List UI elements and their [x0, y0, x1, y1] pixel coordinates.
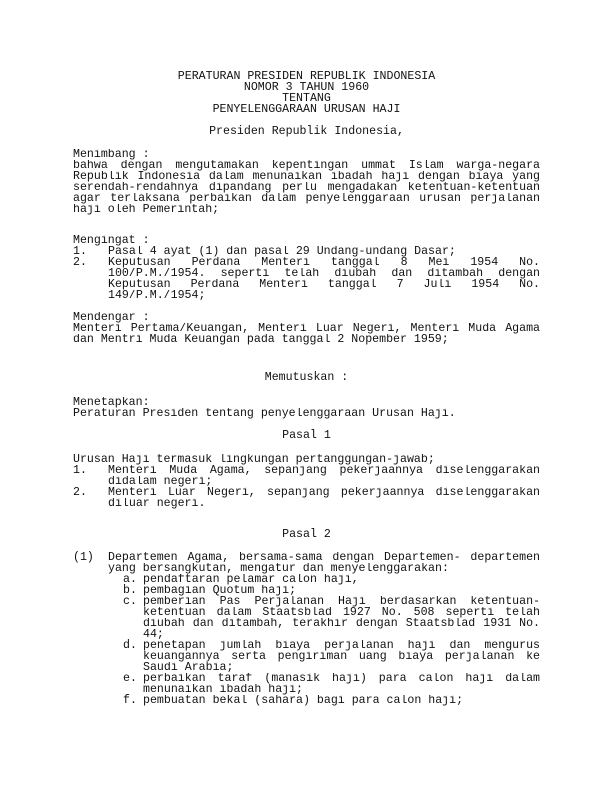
line-text: Peraturan Presiden tentang penyelenggaraan Urusan Haji.: [73, 408, 456, 419]
text-line: [73, 182, 540, 193]
list-item: [73, 487, 540, 498]
line-text: diubah dan ditambah, terakhir dengan Staatsblad 1931 No.: [143, 618, 540, 629]
text-line: [73, 149, 540, 160]
line-text: 44;: [143, 629, 164, 640]
line-text: ketentuan dalam Staatsblad 1927 No. 508 seperti telah: [143, 607, 540, 618]
title-line: NOMOR 3 TAHUN 1960: [243, 81, 370, 94]
line-text: Pasal 4 ayat (1) dan pasal 29 Undang-undang Dasar;: [108, 246, 456, 257]
line-text: pemberian Pas Perjalanan Haji berdasarkan ketentuan-: [143, 596, 540, 607]
section-memutuskan: [73, 372, 540, 383]
text-line: [73, 651, 540, 662]
text-line: [73, 408, 540, 419]
line-text: Mendengar :: [73, 312, 150, 323]
text-line: [73, 235, 540, 246]
line-text: haji oleh Pemerintah;: [73, 204, 220, 215]
text-line: Pasal 2: [282, 528, 331, 541]
text-line: [73, 476, 540, 487]
line-text: Urusan Haji termasuk lingkungan pertanggungan-jawab;: [73, 454, 435, 465]
section-pasal-2: [73, 552, 540, 706]
line-text: Republik Indonesia dalam menunaikan ibadah haji dengan biaya yang: [73, 171, 540, 182]
line-text: pendaftaran pelamar calon haji,: [143, 574, 359, 585]
section-menimbang: [73, 149, 540, 215]
text-line: [73, 498, 540, 509]
line-text: perbaikan taraf (manasik haji) para calon haji dalam: [143, 673, 540, 684]
line-text: Menteri Muda Agama, sepanjang pekerjaannya diselenggarakan: [108, 465, 540, 476]
list-marker: a.: [123, 573, 137, 586]
list-marker: 2.: [73, 256, 87, 269]
line-text: Departemen Agama, bersama-sama dengan Departemen- departemen: [108, 552, 540, 563]
line-text: didalam negeri;: [108, 476, 213, 487]
text-line: [73, 334, 540, 345]
section-presiden: [73, 126, 540, 137]
list-item: [73, 552, 540, 563]
list-item: [73, 695, 540, 706]
list-marker: (1): [73, 551, 94, 564]
line-text: pembagian Quotum haji;: [143, 585, 297, 596]
text-line: [73, 662, 540, 673]
text-line: [73, 171, 540, 182]
line-text: Saudi Arabia;: [143, 662, 234, 673]
line-text: keuangannya serta pengiriman uang biaya perjalanan ke: [143, 651, 540, 662]
list-item: [73, 465, 540, 476]
list-marker: b.: [123, 584, 137, 597]
text-line: [73, 290, 540, 301]
list-item: [73, 246, 540, 257]
text-line: Pasal 1: [282, 429, 331, 442]
section-menetapkan: [73, 397, 540, 419]
title-line: PENYELENGGARAAN URUSAN HAJI: [212, 103, 401, 116]
list-marker: 1.: [73, 245, 87, 258]
line-text: pembuatan bekal (sahara) bagi para calon haji;: [143, 695, 464, 706]
line-text: diluar negeri.: [108, 498, 206, 509]
list-marker: 2.: [73, 486, 87, 499]
list-marker: d.: [123, 639, 137, 652]
text-line: [73, 454, 540, 465]
text-line: [73, 160, 540, 171]
line-text: Keputusan Perdana Menteri tanggal 7 Juli 1954 No.: [108, 279, 540, 290]
line-text: menunaikan ibadah haji;: [143, 684, 304, 695]
text-line: [73, 323, 540, 334]
line-text: yang bersangkutan, mengatur dan menyelenggarakan:: [108, 563, 449, 574]
line-text: bahwa dengan mengutamakan kepentingan ummat Islam warga-negara: [73, 160, 540, 171]
list-item: [73, 585, 540, 596]
text-line: [73, 563, 540, 574]
list-item: [73, 673, 540, 684]
text-line: [73, 204, 540, 215]
line-text: dan Mentri Muda Keuangan pada tanggal 2 Nopember 1959;: [73, 334, 449, 345]
text-line: [73, 629, 540, 640]
section-mengingat: [73, 235, 540, 301]
section-pasal-1-heading: [73, 430, 540, 441]
document-title: [73, 71, 540, 115]
title-line: PERATURAN PRESIDEN REPUBLIK INDONESIA: [177, 70, 436, 83]
text-line: Presiden Republik Indonesia,: [209, 125, 404, 138]
section-pasal-1: [73, 454, 540, 509]
line-text: Menteri Pertama/Keuangan, Menteri Luar Negeri, Menteri Muda Agama: [73, 323, 540, 334]
text-line: [73, 618, 540, 629]
text-line: [73, 312, 540, 323]
title-line: TENTANG: [282, 92, 331, 105]
list-item: [73, 640, 540, 651]
line-text: 100/P.M./1954. seperti telah diubah dan ditambah dengan: [108, 268, 540, 279]
text-line: [73, 268, 540, 279]
list-marker: 1.: [73, 464, 87, 477]
line-text: 149/P.M./1954;: [108, 290, 206, 301]
list-item: [73, 574, 540, 585]
line-text: Menetapkan:: [73, 397, 150, 408]
text-line: [73, 193, 540, 204]
text-line: Memutuskan :: [264, 371, 349, 384]
list-marker: e.: [123, 672, 137, 685]
line-text: Keputusan Perdana Menteri tanggal 8 Mei 1954 No.: [108, 257, 540, 268]
section-mendengar: [73, 312, 540, 345]
line-text: agar terlaksana perbaikan dalam penyelenggaraan urusan perjalanan: [73, 193, 540, 204]
line-text: Mengingat :: [73, 235, 150, 246]
line-text: Menimbang :: [73, 149, 150, 160]
text-line: [73, 279, 540, 290]
list-marker: c.: [123, 595, 137, 608]
list-item: [73, 596, 540, 607]
list-marker: f.: [123, 694, 137, 707]
line-text: Menteri Luar Negeri, sepanjang pekerjaannya diselenggarakan: [108, 487, 540, 498]
line-text: penetapan jumlah biaya perjalanan haji dan mengurus: [143, 640, 540, 651]
section-pasal-2-heading: [73, 529, 540, 540]
text-line: [73, 684, 540, 695]
line-text: serendah-rendahnya dipandang perlu mengadakan ketentuan-ketentuan: [73, 182, 540, 193]
list-item: [73, 257, 540, 268]
text-line: [73, 607, 540, 618]
text-line: [73, 397, 540, 408]
